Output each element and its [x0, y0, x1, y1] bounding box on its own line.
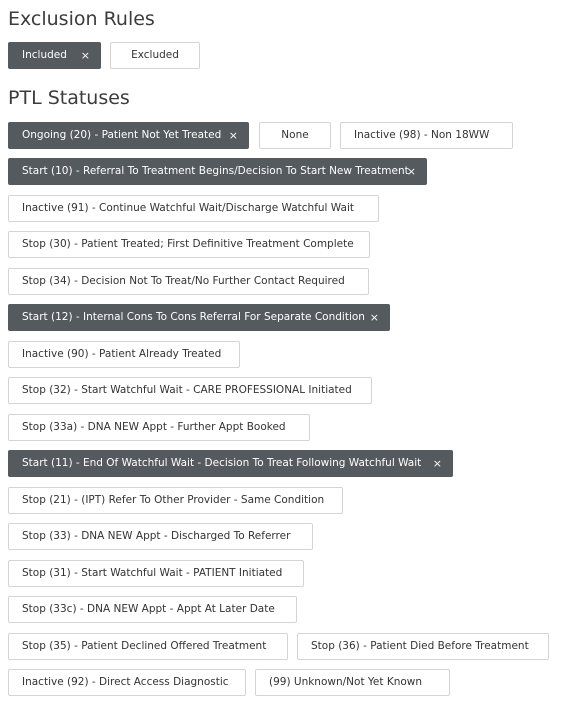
chip-label: Start (11) - End Of Watchful Wait - Decision To Treat Following Watchful Wait — [22, 457, 422, 469]
ptl-status-chip[interactable] — [8, 268, 369, 295]
chip-label: Inactive (90) - Patient Already Treated — [22, 348, 222, 360]
ptl-status-chip[interactable] — [8, 158, 427, 185]
chip-label: None — [281, 129, 309, 141]
remove-icon[interactable]: × — [228, 129, 238, 142]
chip-label: (99) Unknown/Not Yet Known — [269, 676, 423, 688]
ptl-status-chip[interactable] — [8, 304, 390, 331]
chip-label: Stop (33c) - DNA NEW Appt - Appt At Later Date — [22, 603, 275, 615]
chip-label: Inactive (92) - Direct Access Diagnostic — [22, 676, 229, 688]
ptl-status-chip[interactable] — [8, 341, 240, 368]
chip-label: Stop (35) - Patient Declined Offered Treatment — [22, 640, 267, 652]
chip-label: Stop (34) - Decision Not To Treat/No Further Contact Required — [22, 275, 345, 287]
ptl-status-chip[interactable] — [255, 669, 450, 696]
chip-label: Stop (32) - Start Watchful Wait - CARE PROFESSIONAL Initiated — [22, 384, 352, 396]
ptl-status-chip[interactable] — [8, 560, 304, 587]
ptl-status-chip[interactable] — [8, 122, 249, 149]
exclusion-rules-heading: Exclusion Rules — [8, 8, 155, 30]
chip-label: Stop (36) - Patient Died Before Treatment — [311, 640, 529, 652]
exclusion-excluded-chip[interactable] — [110, 42, 200, 69]
ptl-status-chip[interactable] — [340, 122, 513, 149]
remove-icon[interactable]: × — [432, 457, 442, 470]
chip-label: Included — [22, 49, 67, 61]
remove-icon[interactable]: × — [369, 311, 379, 324]
remove-icon[interactable]: × — [80, 49, 90, 62]
chip-label: Stop (31) - Start Watchful Wait - PATIENT Initiated — [22, 567, 283, 579]
ptl-status-chip[interactable] — [8, 231, 370, 258]
ptl-status-chip[interactable] — [8, 414, 310, 441]
ptl-status-chip[interactable] — [8, 523, 313, 550]
chip-label: Stop (21) - (IPT) Refer To Other Provider - Same Condition — [22, 494, 325, 506]
chip-label: Start (10) - Referral To Treatment Begins/Decision To Start New Treatment — [22, 165, 409, 177]
chip-label: Stop (30) - Patient Treated; First Definitive Treatment Complete — [22, 238, 354, 250]
exclusion-included-chip[interactable] — [8, 42, 101, 69]
ptl-status-chip[interactable] — [8, 195, 379, 222]
ptl-status-chip[interactable] — [8, 669, 246, 696]
ptl-status-chip[interactable] — [8, 633, 288, 660]
ptl-status-chip[interactable] — [8, 596, 297, 623]
remove-icon[interactable]: × — [406, 165, 416, 178]
chip-label: Stop (33a) - DNA NEW Appt - Further Appt Booked — [22, 421, 286, 433]
ptl-status-chip[interactable] — [297, 633, 549, 660]
chip-label: Excluded — [131, 49, 179, 61]
chip-label: Start (12) - Internal Cons To Cons Referral For Separate Condition — [22, 311, 365, 323]
ptl-status-chip[interactable] — [8, 450, 453, 477]
chip-label: Ongoing (20) - Patient Not Yet Treated — [22, 129, 222, 141]
ptl-status-chip[interactable] — [8, 377, 372, 404]
ptl-status-chip[interactable] — [8, 487, 343, 514]
chip-label: Inactive (91) - Continue Watchful Wait/Discharge Watchful Wait — [22, 202, 354, 214]
chip-label: Inactive (98) - Non 18WW — [354, 129, 490, 141]
ptl-statuses-heading: PTL Statuses — [8, 87, 130, 109]
ptl-status-chip[interactable] — [259, 122, 331, 149]
chip-label: Stop (33) - DNA NEW Appt - Discharged To Referrer — [22, 530, 291, 542]
